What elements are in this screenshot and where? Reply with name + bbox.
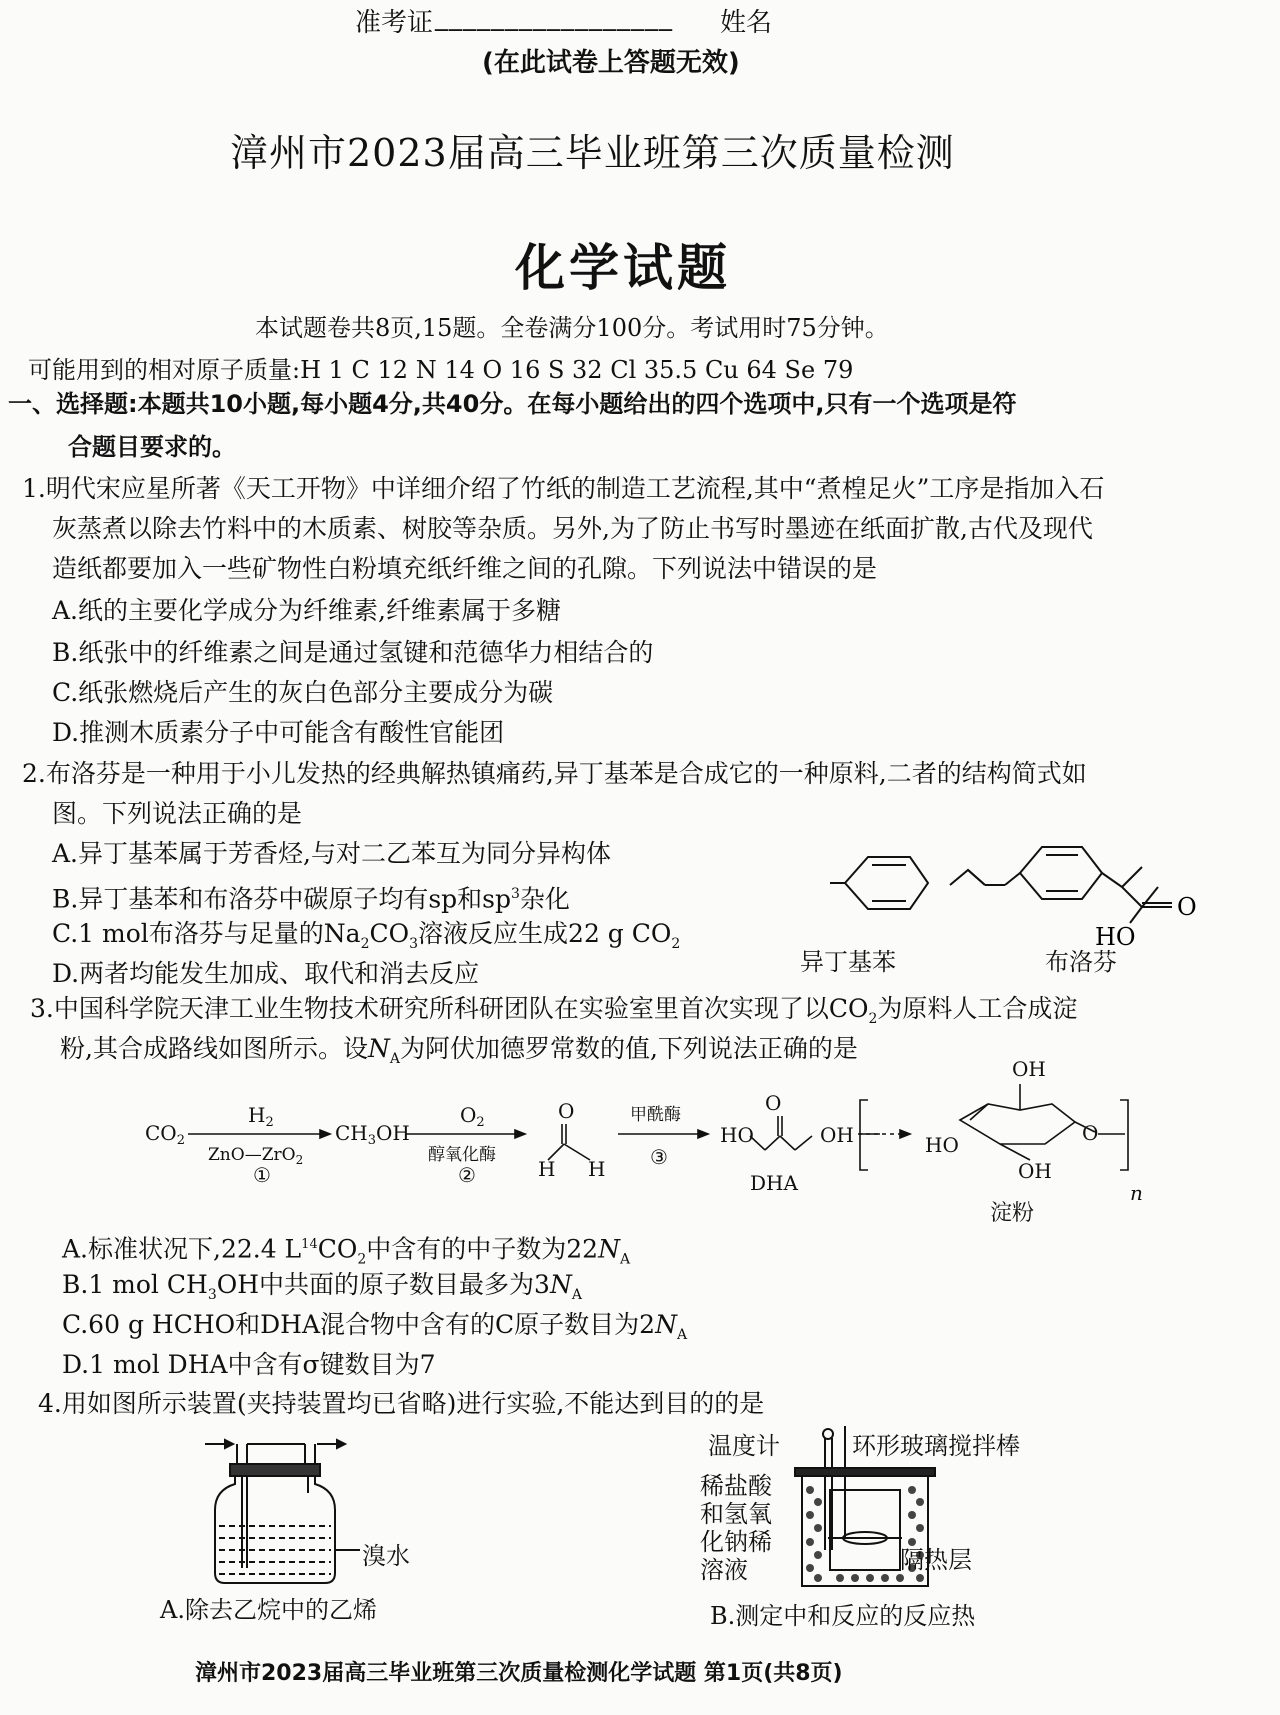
q2-option-b[interactable]: B.异丁基苯和布洛芬中碳原子均有sp和$sp^3$杂化	[52, 884, 570, 914]
q1-option-a[interactable]: A.纸的主要化学成分为纤维素,纤维素属于多糖	[52, 596, 561, 625]
insulation-label: 隔热层	[900, 1546, 972, 1574]
svg-text:HO: HO	[720, 1123, 754, 1147]
ibuprofen-ho-label: HO	[1095, 923, 1136, 951]
q1-line2: 灰蒸煮以除去竹料中的木质素、树胶等杂质。另外,为了防止书写时墨迹在纸面扩散,古代及现代	[52, 514, 1093, 543]
solution-label-4: 溶液	[700, 1556, 748, 1584]
q2-option-a[interactable]: A.异丁基苯属于芳香烃,与对二乙苯互为同分异构体	[52, 839, 611, 868]
svg-text:n: n	[1130, 1181, 1143, 1205]
svg-text:CH3OH: $CH_3OH$	[335, 1121, 410, 1148]
svg-text:②: ②	[458, 1163, 476, 1187]
isobutylbenzene-label: 异丁基苯	[800, 948, 896, 976]
svg-text:OH: OH	[1012, 1060, 1046, 1081]
svg-text:OH: OH	[1018, 1159, 1052, 1183]
admission-blanks[interactable]: _________________	[435, 2, 673, 32]
svg-text:H: H	[538, 1157, 556, 1181]
svg-text:HO: HO	[925, 1133, 959, 1157]
svg-text:OH: OH	[820, 1123, 854, 1147]
thermometer-label: 温度计	[708, 1432, 780, 1460]
svg-text:淀粉: 淀粉	[990, 1201, 1035, 1226]
q3-option-b[interactable]: B.1 mol $CH_3OH$中共面的原子数目最多为$3N_A$	[62, 1270, 582, 1303]
q3-option-c[interactable]: C.60 g HCHO和DHA混合物中含有的C原子数目为$2N_A$	[62, 1310, 688, 1343]
q1-line1: 1.明代宋应星所著《天工开物》中详细介绍了竹纸的制造工艺流程,其中“煮楻足火”工序是指加入石	[22, 474, 1105, 503]
svg-text:H2: $H_2$	[248, 1103, 274, 1130]
q1-line3: 造纸都要加入一些矿物性白粉填充纸纤维之间的孔隙。下列说法中错误的是	[52, 554, 878, 583]
solution-label-1: 稀盐酸	[700, 1472, 772, 1500]
exam-notice: (在此试卷上答题无效)	[482, 48, 740, 78]
page-footer: 漳州市2023届高三毕业班第三次质量检测化学试题 第1页(共8页)	[195, 1661, 843, 1686]
svg-text:H: H	[588, 1157, 606, 1181]
svg-text:CO2: $CO_2$	[145, 1121, 185, 1148]
q2-line2: 图。下列说法正确的是	[52, 799, 303, 828]
q1-option-d[interactable]: D.推测木质素分子中可能含有酸性官能团	[52, 718, 505, 747]
svg-text:O: O	[765, 1091, 782, 1115]
q3-line2: 粉,其合成路线如图所示。设$N_A$为阿伏加德罗常数的值,下列说法正确的是	[60, 1034, 858, 1067]
svg-text:③: ③	[650, 1145, 668, 1169]
stirrer-label: 环形玻璃搅拌棒	[852, 1432, 1020, 1460]
exam-title: 漳州市2023届高三毕业班第三次质量检测	[230, 131, 955, 175]
subject-title: 化学试题	[515, 239, 731, 297]
q3-option-d[interactable]: D.1 mol DHA中含有σ键数目为7	[62, 1350, 436, 1379]
q2-line1: 2.布洛芬是一种用于小儿发热的经典解热镇痛药,异丁基苯是合成它的一种原料,二者的结构简式如	[22, 759, 1087, 788]
q4-line1: 4.用如图所示装置(夹持装置均已省略)进行实验,不能达到目的的是	[38, 1389, 765, 1418]
q2-option-c[interactable]: C.1 mol布洛芬与足量的$Na_2CO_3$溶液反应生成22 g $CO_2$	[52, 919, 681, 952]
svg-text:DHA: DHA	[750, 1171, 798, 1195]
svg-text:ZnO—ZrO2: ZnO—ZrO$_2$	[208, 1145, 304, 1167]
q4-option-b-label[interactable]: B.测定中和反应的反应热	[710, 1602, 976, 1630]
svg-text:O: O	[1082, 1121, 1099, 1145]
q1-option-c[interactable]: C.纸张燃烧后产生的灰白色部分主要成分为碳	[52, 678, 554, 707]
q1-option-b[interactable]: B.纸张中的纤维素之间是通过氢键和范德华力相结合的	[52, 638, 654, 667]
section1-line2: 合题目要求的。	[68, 433, 236, 461]
name-label: 姓名	[720, 8, 773, 38]
q3-line1: 3.中国科学院天津工业生物技术研究所科研团队在实验室里首次实现了以$CO_2$为原料人工合成淀	[30, 994, 1078, 1027]
isobutylbenzene-structure	[830, 857, 928, 909]
ibuprofen-o-label: O	[1177, 893, 1197, 921]
svg-text:O2: $O_2$	[460, 1103, 485, 1130]
q3-option-a[interactable]: A.标准状况下,22.4 $L^{14}CO_2$中含有的中子数为$22N_A$	[62, 1234, 631, 1268]
q3-synthesis-scheme	[140, 1060, 1250, 1235]
svg-text:醇氧化酶: 醇氧化酶	[428, 1145, 496, 1165]
ibuprofen-label: 布洛芬	[1045, 948, 1117, 976]
svg-text:甲酰酶: 甲酰酶	[630, 1105, 681, 1125]
svg-text:O: O	[558, 1099, 575, 1123]
atomic-mass: 可能用到的相对原子质量:H 1 C 12 N 14 O 16 S 32 Cl 35.5 Cu 64 Se 79	[28, 356, 854, 384]
q2-option-d[interactable]: D.两者均能发生加成、取代和消去反应	[52, 959, 480, 988]
admission-label: 准考证	[355, 8, 434, 38]
section1-line1: 一、选择题:本题共10小题,每小题4分,共40分。在每小题给出的四个选项中,只有一个选项是符	[8, 390, 1017, 418]
exam-info: 本试题卷共8页,15题。全卷满分100分。考试用时75分钟。	[255, 314, 889, 342]
q4-option-a-label[interactable]: A.除去乙烷中的乙烯	[160, 1596, 377, 1624]
solution-label-2: 和氢氧	[700, 1500, 772, 1528]
ibuprofen-structure	[950, 847, 1172, 923]
bromine-water-label: 溴水	[362, 1542, 410, 1570]
svg-text:①: ①	[253, 1163, 271, 1187]
solution-label-3: 化钠稀	[700, 1528, 772, 1556]
